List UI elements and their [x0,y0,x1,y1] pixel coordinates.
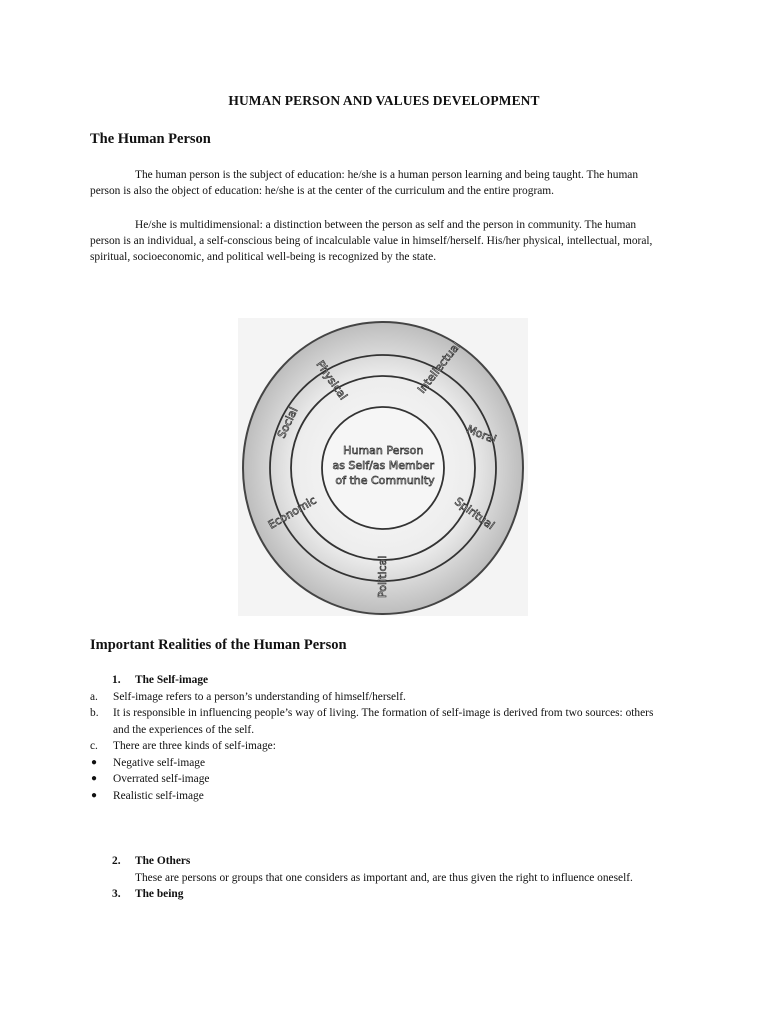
sub-item-b [90,705,672,738]
label-spiritual: Spiritual [452,494,497,533]
paragraph-2: He/she is multidimensional: a distinction between the person as self and the person in community. The human person is an individual, a self-conscious being of incalculable value in himself/herself. His/her physical, intellectual, moral, spiritual, socioeconomic, and political well-being is recognized by the state. [90,219,653,263]
realities-list-continued [112,853,672,903]
bullet-item: ● Overrated self-image [90,771,672,788]
item-number: 1. [112,674,121,686]
center-line-3: of the Community [335,474,435,487]
label-moral: Moral [464,422,499,447]
item-number: 2. [112,855,121,867]
the-others-description: These are persons or groups that one considers as important and, are thus given the right to influence oneself. [135,871,633,884]
center-label [332,444,437,487]
label-economic: Economic [266,493,319,532]
item-title: The Self-image [135,674,209,686]
bullet-icon: ● [91,756,98,768]
sub-text: There are three kinds of self-image: [113,740,276,752]
list-item-the-being [112,886,672,903]
item-number: 3. [112,888,121,900]
list-item-the-others [112,853,672,870]
section-heading-realities: Important Realities of the Human Person [90,637,347,653]
sub-marker: b. [90,707,99,719]
section-heading-human-person: The Human Person [90,131,211,147]
bullet-icon: ● [91,773,98,784]
human-person-diagram [238,318,528,616]
sub-item-a [90,689,672,706]
sub-text: It is responsible in influencing people’s way of living. The formation of self-image is derived from two sources: others and the experiences of the self. [113,707,654,736]
label-social: Social [274,405,301,441]
item-title: The being [135,888,184,900]
bullet-item: ● Negative self-image [90,755,672,772]
center-line-1: Human Person [343,444,424,457]
list-item-self-image [112,672,672,689]
label-political: Political [376,555,389,598]
realities-list [90,672,672,804]
sub-marker: c. [90,740,98,752]
center-line-2: as Self/as Member [332,459,435,472]
bullet-icon: ● [91,789,98,801]
self-image-subitems [90,689,672,805]
sub-item-c [90,738,672,755]
label-intellectual: Intellectual [415,339,464,396]
sub-marker: a. [90,690,98,703]
label-physical: Physical [313,358,350,403]
sub-text: Self-image refers to a person’s understanding of himself/herself. [113,690,406,703]
item-title: The Others [135,855,191,867]
page-title: HUMAN PERSON AND VALUES DEVELOPMENT [228,93,540,108]
bullet-item: ● Realistic self-image [90,788,672,805]
paragraph-1: The human person is the subject of education: he/she is a human person learning and being taught. The human person is also the object of education: he/she is at the center of the curriculum and the entire program. [90,169,639,197]
